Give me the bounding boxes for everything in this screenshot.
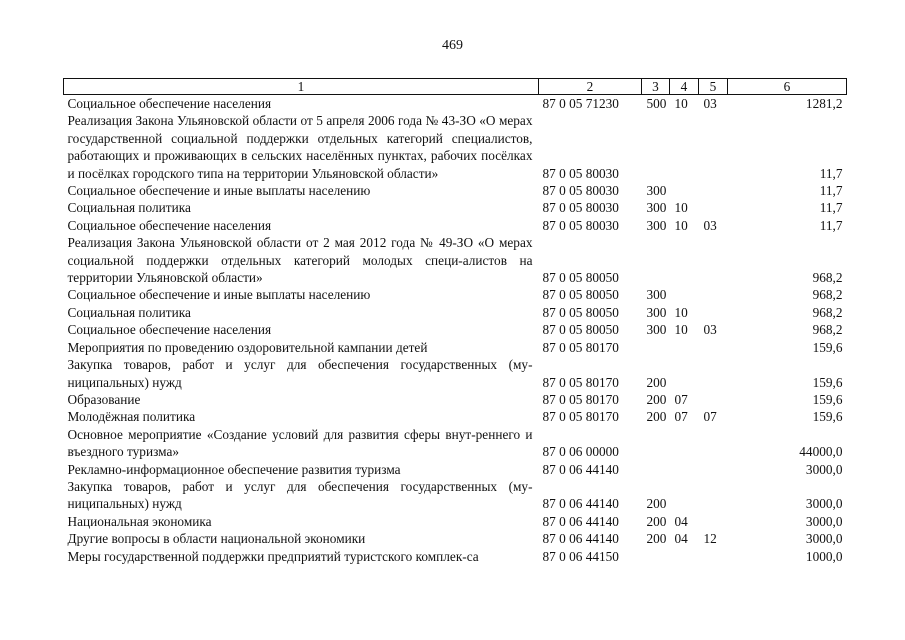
row-code: 87 0 05 80050 xyxy=(542,304,619,320)
row-col-3 xyxy=(642,112,670,182)
row-code: 87 0 05 80170 xyxy=(542,391,619,407)
row-col-4 xyxy=(670,182,699,199)
header-col-4: 4 xyxy=(670,79,699,95)
row-col-3: 300 xyxy=(646,322,667,338)
row-col-4 xyxy=(670,112,699,182)
table-row xyxy=(64,513,847,530)
row-amount: 3000,0 xyxy=(805,513,843,529)
row-col-5 xyxy=(699,199,728,216)
row-amount: 3000,0 xyxy=(805,531,843,547)
table-row xyxy=(64,478,847,513)
table-row xyxy=(64,356,847,391)
row-amount: 159,6 xyxy=(812,409,843,425)
row-amount: 159,6 xyxy=(812,339,843,355)
row-col-4 xyxy=(670,356,699,391)
row-code: 87 0 05 80050 xyxy=(542,287,619,303)
row-col-4 xyxy=(670,548,699,565)
row-amount: 968,2 xyxy=(812,322,843,338)
row-col-3: 300 xyxy=(646,183,667,199)
table-row xyxy=(64,199,847,216)
row-name: Социальное обеспечение населения xyxy=(67,217,272,233)
row-col-4 xyxy=(670,286,699,303)
row-amount: 11,7 xyxy=(819,200,843,216)
row-name: Основное мероприятие «Создание условий для развития сферы внут-реннего и въездного туризма» xyxy=(67,426,533,460)
row-col-4 xyxy=(670,234,699,286)
row-col-5 xyxy=(699,234,728,286)
table-row xyxy=(64,408,847,425)
row-amount: 159,6 xyxy=(812,374,843,390)
row-code: 87 0 05 80170 xyxy=(542,374,619,390)
row-col-5 xyxy=(699,286,728,303)
budget-table xyxy=(63,78,847,565)
table-row xyxy=(64,286,847,303)
row-col-3 xyxy=(642,426,670,461)
row-col-5: 03 xyxy=(703,322,717,338)
row-col-5: 12 xyxy=(703,531,717,547)
row-amount: 3000,0 xyxy=(805,496,843,512)
row-name: Реализация Закона Ульяновской области от 2 мая 2012 года № 49-ЗО «О мерах социальной поддержки отдельных категорий молодых специ-алистов на территории Ульяновской области» xyxy=(67,235,533,286)
row-col-5 xyxy=(699,478,728,513)
row-amount: 968,2 xyxy=(812,304,843,320)
table-row xyxy=(64,112,847,182)
row-name: Рекламно-информационное обеспечение развития туризма xyxy=(67,461,401,477)
row-col-4: 04 xyxy=(674,531,688,547)
row-code: 87 0 05 80170 xyxy=(542,339,619,355)
row-amount: 159,6 xyxy=(812,391,843,407)
row-name: Молодёжная политика xyxy=(67,409,196,425)
row-col-4: 10 xyxy=(674,96,688,111)
row-col-3 xyxy=(642,461,670,478)
row-col-3: 200 xyxy=(646,409,667,425)
row-col-3: 300 xyxy=(646,304,667,320)
row-name: Социальное обеспечение населения xyxy=(67,322,272,338)
table-row xyxy=(64,95,847,113)
row-col-3: 300 xyxy=(646,287,667,303)
table-body xyxy=(64,95,847,565)
header-col-2: 2 xyxy=(539,79,642,95)
row-col-4 xyxy=(670,339,699,356)
row-col-4: 04 xyxy=(674,513,688,529)
row-code: 87 0 05 80030 xyxy=(542,217,619,233)
header-row xyxy=(64,79,847,95)
row-col-5 xyxy=(699,548,728,565)
row-code: 87 0 05 80050 xyxy=(542,322,619,338)
table-row xyxy=(64,426,847,461)
row-col-4: 10 xyxy=(674,322,688,338)
row-col-5: 03 xyxy=(703,96,717,111)
row-col-4 xyxy=(670,461,699,478)
row-amount: 11,7 xyxy=(819,165,843,181)
row-amount: 968,2 xyxy=(812,270,843,286)
row-name: Социальное обеспечение населения xyxy=(67,96,272,111)
row-code: 87 0 05 80030 xyxy=(542,183,619,199)
table-row xyxy=(64,182,847,199)
row-col-3: 200 xyxy=(646,531,667,547)
row-col-5 xyxy=(699,426,728,461)
row-code: 87 0 05 80030 xyxy=(542,200,619,216)
table-row xyxy=(64,321,847,338)
table-row xyxy=(64,548,847,565)
table-row xyxy=(64,234,847,286)
row-col-3 xyxy=(642,548,670,565)
header-col-6: 6 xyxy=(728,79,847,95)
row-code: 87 0 05 80050 xyxy=(542,270,619,286)
row-name: Мероприятия по проведению оздоровительной кампании детей xyxy=(67,339,428,355)
header-col-3: 3 xyxy=(642,79,670,95)
row-amount: 11,7 xyxy=(819,217,843,233)
row-col-4: 10 xyxy=(674,217,688,233)
row-name: Национальная экономика xyxy=(67,513,212,529)
row-col-3: 200 xyxy=(646,391,667,407)
row-code: 87 0 06 44140 xyxy=(542,531,619,547)
row-name: Реализация Закона Ульяновской области от 5 апреля 2006 года № 43-ЗО «О мерах государственной социальной поддержки отдельных категорий специалистов, работающих и проживающих в сельских населённых пунктах, рабочих посёлках и посёлках городского типа на территории Ульяновской области» xyxy=(67,113,533,181)
row-col-5 xyxy=(699,304,728,321)
row-col-3 xyxy=(642,339,670,356)
row-code: 87 0 06 44150 xyxy=(542,548,619,564)
row-col-3: 200 xyxy=(646,496,667,512)
table-row xyxy=(64,391,847,408)
row-col-5 xyxy=(699,112,728,182)
row-name: Социальное обеспечение и иные выплаты населению xyxy=(67,287,371,303)
row-code: 87 0 06 00000 xyxy=(542,444,619,460)
table-row xyxy=(64,339,847,356)
row-col-5 xyxy=(699,339,728,356)
row-amount: 44000,0 xyxy=(799,444,843,460)
row-name: Социальная политика xyxy=(67,200,191,216)
table-row xyxy=(64,217,847,234)
page-number: 469 xyxy=(442,38,463,53)
header-col-1: 1 xyxy=(64,79,539,95)
row-col-4: 10 xyxy=(674,200,688,216)
row-name: Закупка товаров, работ и услуг для обеспечения государственных (му-ниципальных) нужд xyxy=(67,478,533,512)
table-header xyxy=(64,79,847,95)
row-col-4: 07 xyxy=(674,409,688,425)
row-col-5 xyxy=(699,182,728,199)
row-col-3: 500 xyxy=(646,96,667,111)
row-amount: 11,7 xyxy=(819,183,843,199)
row-amount: 1281,2 xyxy=(805,96,843,111)
table-row xyxy=(64,304,847,321)
row-col-4: 07 xyxy=(674,391,688,407)
row-col-4 xyxy=(670,478,699,513)
row-code: 87 0 05 71230 xyxy=(542,96,619,111)
row-col-3: 200 xyxy=(646,374,667,390)
row-code: 87 0 05 80030 xyxy=(542,165,619,181)
row-col-3: 200 xyxy=(646,513,667,529)
row-col-4: 10 xyxy=(674,304,688,320)
table-row xyxy=(64,530,847,547)
row-col-5: 07 xyxy=(703,409,717,425)
table-row xyxy=(64,461,847,478)
row-col-3: 300 xyxy=(646,200,667,216)
row-name: Образование xyxy=(67,391,141,407)
row-col-3: 300 xyxy=(646,217,667,233)
row-code: 87 0 06 44140 xyxy=(542,513,619,529)
row-col-4 xyxy=(670,426,699,461)
row-name: Другие вопросы в области национальной экономики xyxy=(67,531,366,547)
header-col-5: 5 xyxy=(699,79,728,95)
row-code: 87 0 06 44140 xyxy=(542,496,619,512)
row-col-5 xyxy=(699,356,728,391)
row-name: Закупка товаров, работ и услуг для обеспечения государственных (му-ниципальных) нужд xyxy=(67,357,533,390)
row-amount: 968,2 xyxy=(812,287,843,303)
row-col-5 xyxy=(699,513,728,530)
row-code: 87 0 06 44140 xyxy=(542,461,619,477)
row-name: Социальная политика xyxy=(67,304,191,320)
row-col-5 xyxy=(699,461,728,478)
row-col-3 xyxy=(642,234,670,286)
row-name: Социальное обеспечение и иные выплаты населению xyxy=(67,183,371,199)
row-col-5: 03 xyxy=(703,217,717,233)
row-amount: 3000,0 xyxy=(805,461,843,477)
row-col-5 xyxy=(699,391,728,408)
row-amount: 1000,0 xyxy=(805,548,843,564)
row-name: Меры государственной поддержки предприятий туристского комплек-са xyxy=(67,548,479,564)
row-code: 87 0 05 80170 xyxy=(542,409,619,425)
